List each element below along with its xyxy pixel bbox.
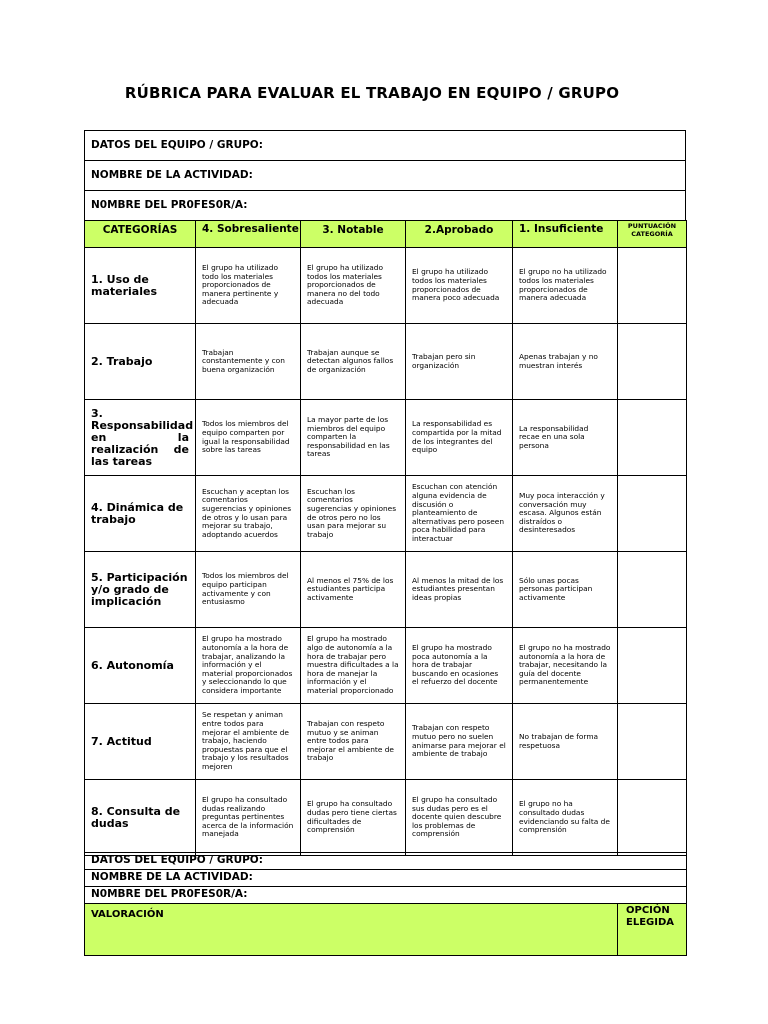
level3-cell: Al menos el 75% de los estudiantes participa activamente xyxy=(301,552,406,628)
level4-cell: El grupo ha utilizado todo los materiales proporcionados de manera pertinente y adecuada xyxy=(196,248,301,324)
level2-cell: El grupo ha mostrado poca autonomía a la hora de trabajar buscando en ocasiones el refuerzo del docente xyxy=(406,628,513,704)
teacher-field[interactable]: N0MBRE DEL PR0FES0R/A: xyxy=(85,191,686,221)
level2-cell: El grupo ha consultado sus dudas pero es el docente quien descubre los problemas de comprensión xyxy=(406,780,513,856)
score-cell[interactable] xyxy=(618,324,687,400)
valuation-field[interactable]: VALORACIÓN xyxy=(85,904,618,956)
table-row xyxy=(85,324,687,400)
header-info-table xyxy=(84,130,686,221)
level4-cell: Todos los miembros del equipo comparten por igual la responsabilidad sobre las tareas xyxy=(196,400,301,476)
level3-cell: El grupo ha mostrado algo de autonomía a la hora de trabajar pero muestra dificultades a la hora de manejar la información y el material proporcionado xyxy=(301,628,406,704)
level3-cell: Trabajan aunque se detectan algunos fallos de organización xyxy=(301,324,406,400)
level2-cell: Trabajan pero sin organización xyxy=(406,324,513,400)
level3-cell: La mayor parte de los miembros del equipo comparten la responsabilidad en las tareas xyxy=(301,400,406,476)
level4-cell: Escuchan y aceptan los comentarios sugerencias y opiniones de otros y lo usan para mejorar su trabajo, adoptando acuerdos xyxy=(196,476,301,552)
page-title: RÚBRICA PARA EVALUAR EL TRABAJO EN EQUIPO / GRUPO xyxy=(124,84,620,102)
level3-cell: Escuchan los comentarios sugerencias y opiniones de otros pero no los usan para mejorar su trabajo xyxy=(301,476,406,552)
col-header-level1: 1. Insuficiente xyxy=(513,221,618,248)
chosen-option-label: OPCIÓN ELEGIDA xyxy=(618,904,687,956)
level1-cell: Sólo unas pocas personas participan activamente xyxy=(513,552,618,628)
table-row xyxy=(85,780,687,856)
level3-cell: El grupo ha utilizado todos los materiales proporcionados de manera no del todo adecuada xyxy=(301,248,406,324)
score-cell[interactable] xyxy=(618,780,687,856)
row-category: 1. Uso de materiales xyxy=(85,248,196,324)
level2-cell: El grupo ha utilizado todos los materiales proporcionados de manera poco adecuada xyxy=(406,248,513,324)
level4-cell: El grupo ha consultado dudas realizando preguntas pertinentes acerca de la información manejada xyxy=(196,780,301,856)
table-row xyxy=(85,628,687,704)
level1-cell: Apenas trabajan y no muestran interés xyxy=(513,324,618,400)
score-cell[interactable] xyxy=(618,400,687,476)
col-header-level2: 2.Aprobado xyxy=(406,221,513,248)
table-row xyxy=(85,552,687,628)
table-row xyxy=(85,476,687,552)
col-header-level3: 3. Notable xyxy=(301,221,406,248)
level1-cell: Muy poca interacción y conversación muy escasa. Algunos están distraídos o desinteresados xyxy=(513,476,618,552)
score-cell[interactable] xyxy=(618,552,687,628)
level4-cell: Se respetan y animan entre todos para mejorar el ambiente de trabajo, haciendo propuestas para que el trabajo y los resultados mejoren xyxy=(196,704,301,780)
level1-cell: El grupo no ha mostrado autonomía a la hora de trabajar, necesitando la guía del docente permanentemente xyxy=(513,628,618,704)
footer-teacher-field[interactable]: N0MBRE DEL PR0FES0R/A: xyxy=(85,887,687,904)
table-row xyxy=(85,400,687,476)
activity-field[interactable]: NOMBRE DE LA ACTIVIDAD: xyxy=(85,161,686,191)
col-header-category: CATEGORÍAS xyxy=(85,221,196,248)
level2-cell: Al menos la mitad de los estudiantes presentan ideas propias xyxy=(406,552,513,628)
score-cell[interactable] xyxy=(618,628,687,704)
score-cell[interactable] xyxy=(618,476,687,552)
team-field[interactable]: DATOS DEL EQUIPO / GRUPO: xyxy=(85,131,686,161)
table-row xyxy=(85,248,687,324)
level1-cell: El grupo no ha consultado dudas evidenciando su falta de comprensión xyxy=(513,780,618,856)
footer-team-field[interactable]: DATOS DEL EQUIPO / GRUPO: xyxy=(85,853,687,870)
col-header-level4: 4. Sobresaliente xyxy=(196,221,301,248)
score-cell[interactable] xyxy=(618,704,687,780)
level4-cell: El grupo ha mostrado autonomía a la hora de trabajar, analizando la información y el material proporcionados y seleccionando lo que considera importante xyxy=(196,628,301,704)
rubric-table xyxy=(84,220,687,856)
row-category: 2. Trabajo xyxy=(85,324,196,400)
level4-cell: Todos los miembros del equipo participan activamente y con entusiasmo xyxy=(196,552,301,628)
level2-cell: Trabajan con respeto mutuo pero no suelen animarse para mejorar el ambiente de trabajo xyxy=(406,704,513,780)
col-header-score: PUNTUACIÓN CATEGORÍA xyxy=(618,221,687,248)
row-category: 6. Autonomía xyxy=(85,628,196,704)
level3-cell: El grupo ha consultado dudas pero tiene ciertas dificultades de comprensión xyxy=(301,780,406,856)
score-cell[interactable] xyxy=(618,248,687,324)
level1-cell: La responsabilidad recae en una sola persona xyxy=(513,400,618,476)
level1-cell: No trabajan de forma respetuosa xyxy=(513,704,618,780)
level4-cell: Trabajan constantemente y con buena organización xyxy=(196,324,301,400)
row-category: 8. Consulta de dudas xyxy=(85,780,196,856)
level1-cell: El grupo no ha utilizado todos los materiales proporcionados de manera adecuada xyxy=(513,248,618,324)
level2-cell: Escuchan con atención alguna evidencia de discusión o planteamiento de alternativas pero poseen poca habilidad para interactuar xyxy=(406,476,513,552)
level3-cell: Trabajan con respeto mutuo y se animan entre todos para mejorar el ambiente de trabajo xyxy=(301,704,406,780)
row-category: 5. Participación y/o grado de implicación xyxy=(85,552,196,628)
level2-cell: La responsabilidad es compartida por la mitad de los integrantes del equipo xyxy=(406,400,513,476)
footer-info-table xyxy=(84,852,687,956)
row-category: 7. Actitud xyxy=(85,704,196,780)
row-category: 4. Dinámica de trabajo xyxy=(85,476,196,552)
footer-activity-field[interactable]: NOMBRE DE LA ACTIVIDAD: xyxy=(85,870,687,887)
table-row xyxy=(85,704,687,780)
row-category: 3. Responsabilidad en la realización de las tareas xyxy=(85,400,196,476)
column-header-row xyxy=(85,221,687,248)
